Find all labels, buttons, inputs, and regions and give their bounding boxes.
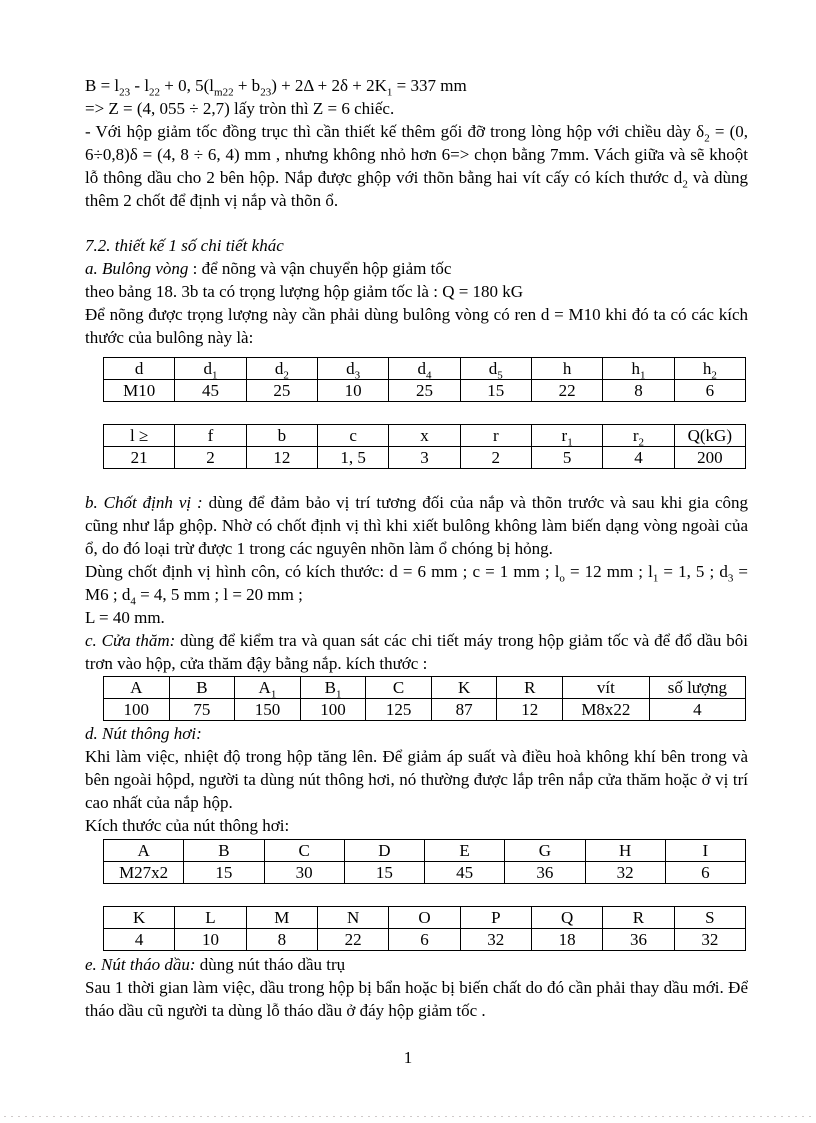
paragraph-breather-plug: [85, 745, 748, 814]
page-number: 1: [403, 1048, 413, 1067]
table-header-cell: [563, 677, 650, 699]
table-value-row: [104, 862, 746, 884]
table-header-cell: [431, 677, 497, 699]
text-run: Q(kG): [687, 425, 732, 445]
table-header-cell: [246, 358, 317, 380]
text-run: d: [134, 358, 144, 378]
text-run: K: [458, 677, 471, 697]
footer-dotted-line: [4, 1116, 812, 1117]
subscript-text: 22: [149, 86, 161, 99]
text-run: = 1, 5 ; d: [658, 562, 728, 581]
table-value-cell: 2: [460, 447, 531, 469]
text-run: G: [538, 840, 552, 860]
table-header-cell: [104, 677, 170, 699]
table-header-cell: [104, 907, 175, 929]
text-run: A: [137, 840, 150, 860]
table-value-cell: 1, 5: [317, 447, 388, 469]
table-value-cell: M8x22: [563, 699, 650, 721]
text-run: r: [632, 425, 639, 445]
table-header-cell: [317, 425, 388, 447]
paragraph-drain-plug: [85, 953, 748, 976]
table-value-cell: 45: [175, 380, 246, 402]
table-header-cell: [460, 358, 531, 380]
inspection-cover-dimensions-table: [85, 676, 748, 721]
subscript-text: 1: [639, 368, 646, 380]
text-run: d: [346, 358, 355, 378]
table-value-cell: 22: [531, 380, 602, 402]
text-run: Để nõng được trọng lượng này cần phải dùng bulông vòng có ren d = M10 khi đó ta có các kích thước của bulông này là:: [85, 305, 748, 347]
table-value-cell: M27x2: [104, 862, 184, 884]
text-run: I: [702, 840, 709, 860]
text-run: O: [418, 907, 431, 927]
text-run: h: [631, 358, 640, 378]
table-value-cell: 25: [246, 380, 317, 402]
table-value-row: [104, 380, 746, 402]
eyebolt-dimensions-table-1: [85, 357, 748, 402]
table-value-cell: 8: [246, 929, 317, 951]
text-run: A: [130, 677, 143, 697]
eyebolt-dimensions-table-2-grid: [103, 424, 746, 469]
blank-line: [85, 212, 748, 234]
table-header-cell: [264, 840, 344, 862]
table-value-cell: 150: [235, 699, 301, 721]
paragraph-eyebolt-intro: [85, 257, 748, 280]
text-run: r: [492, 425, 499, 445]
table-header-cell: [169, 677, 235, 699]
text-run: d: [417, 358, 426, 378]
table-value-cell: 100: [300, 699, 366, 721]
table-value-row: [104, 929, 746, 951]
table-value-cell: 12: [246, 447, 317, 469]
text-run: : để nõng và vận chuyển hộp giảm tốc: [192, 259, 452, 278]
table-value-cell: 32: [585, 862, 665, 884]
text-run: L = 40 mm.: [85, 608, 165, 627]
table-header-cell: [175, 425, 246, 447]
text-run: Q: [560, 907, 574, 927]
breather-plug-dimensions-table-1-grid: [103, 839, 746, 884]
text-run: r: [561, 425, 568, 445]
table-header-cell: [603, 358, 674, 380]
table-header-cell: [366, 677, 432, 699]
table-value-cell: 4: [603, 447, 674, 469]
text-run: Kích thước của nút thông hơi:: [85, 816, 290, 835]
paragraph-pin-length: [85, 606, 748, 629]
table-header-cell: [674, 425, 745, 447]
table-header-cell: [104, 840, 184, 862]
text-run: B: [218, 840, 230, 860]
table-header-cell: [603, 907, 674, 929]
text-run: c: [349, 425, 357, 445]
table-value-cell: 200: [674, 447, 745, 469]
table-value-cell: 30: [264, 862, 344, 884]
subscript-text: 2: [711, 368, 717, 380]
table-header-cell: [389, 425, 460, 447]
text-run: + b: [233, 76, 261, 95]
table-value-cell: 22: [317, 929, 388, 951]
text-run: R: [524, 677, 536, 697]
table-value-cell: 36: [505, 862, 585, 884]
table-header-row: [104, 840, 746, 862]
table-value-cell: 6: [674, 380, 745, 402]
subscript-text: 1: [335, 687, 342, 699]
table-header-cell: [104, 425, 175, 447]
text-run: d: [203, 358, 212, 378]
table-header-cell: [531, 425, 602, 447]
paragraph-breather-dimensions-intro: [85, 814, 748, 837]
table-header-cell: [175, 907, 246, 929]
table-header-cell: [184, 840, 264, 862]
text-run: - l: [130, 76, 150, 95]
text-run: + 0, 5(l: [160, 76, 215, 95]
table-header-cell: [235, 677, 301, 699]
table-value-cell: 45: [425, 862, 505, 884]
text-run: = (0, 6÷0,8)δ = (4, 8 ÷ 6, 4) mm , nhưng không nhỏ hơn 6=> chọn bằng 7mm. Vách giữa và sẽ khoột lỗ thông dầu cho 2 bên hộp. Nắp được ghộp với thõn bằng hai vít cấy có kích thước d: [85, 122, 748, 187]
text-run: H: [618, 840, 632, 860]
table-value-row: [104, 699, 746, 721]
table-value-cell: 12: [497, 699, 563, 721]
subscript-text: 1: [386, 86, 393, 99]
text-run: Dùng chốt định vị hình côn, có kích thước: d = 6 mm ; c = 1 mm ; l: [85, 562, 560, 581]
table-value-cell: 6: [665, 862, 745, 884]
paragraph-eyebolt-thread: [85, 303, 748, 349]
text-run: E: [459, 840, 470, 860]
table-value-cell: 10: [317, 380, 388, 402]
text-run: ) + 2Δ + 2δ + 2K: [271, 76, 387, 95]
table-value-cell: 4: [104, 929, 175, 951]
text-run: h: [702, 358, 712, 378]
paragraph-eyebolt-weight: [85, 280, 748, 303]
formula-line-Z: [85, 97, 748, 120]
text-run: P: [491, 907, 501, 927]
text-run: = 12 mm ; l: [564, 562, 653, 581]
paragraph-coaxial-gearbox: [85, 120, 748, 212]
blank-line: [85, 884, 748, 906]
text-run: Sau 1 thời gian làm việc, dầu trong hộp bị bẩn hoặc bị biến chất do đó cần phải thay dầu mới. Để tháo dầu cũ người ta dùng lỗ tháo dầu ở đáy hộp giảm tốc .: [85, 978, 748, 1020]
subscript-text: 3: [354, 368, 361, 380]
italic-text: e. Nút tháo dầu:: [85, 955, 196, 974]
paragraph-locating-pin: [85, 491, 748, 560]
table-value-row: [104, 447, 746, 469]
table-value-cell: 36: [603, 929, 674, 951]
text-run: x: [420, 425, 429, 445]
text-run: dùng để kiểm tra và quan sát các chi tiết máy trong hộp giảm tốc và để đổ dầu bôi trơn vào hộp, cửa thăm đậy bằng nắp. kích thước :: [85, 631, 748, 673]
table-header-row: [104, 425, 746, 447]
subscript-text: 1: [270, 687, 277, 699]
subscript-text: 5: [497, 368, 503, 380]
table-header-cell: [300, 677, 366, 699]
table-header-cell: [649, 677, 745, 699]
table-header-cell: [246, 907, 317, 929]
text-run: L: [205, 907, 216, 927]
document-content: [85, 74, 748, 1022]
subscript-text: 2: [682, 178, 688, 191]
formula-line-B: [85, 74, 748, 97]
table-header-cell: [531, 358, 602, 380]
text-run: h: [562, 358, 572, 378]
heading-breather-plug: [85, 722, 748, 745]
paragraph-pin-dimensions: [85, 560, 748, 606]
table-header-cell: [674, 358, 745, 380]
text-run: d: [274, 358, 284, 378]
table-header-cell: [344, 840, 424, 862]
text-run: vít: [596, 677, 615, 697]
table-value-cell: 15: [344, 862, 424, 884]
text-run: B: [196, 677, 208, 697]
breather-plug-dimensions-table-2: [85, 906, 748, 951]
text-run: dùng để đảm bảo vị trí tương đối của nắp và thõn trước và sau khi gia công cũng như lắp ghộp. Nhờ có chốt định vị thì khi xiết bulông không làm biến dạng vòng ngoài của ổ, do đó loại trừ được 1 trong các nguyên nhõn làm ổ chóng bị hỏng.: [85, 493, 748, 558]
table-header-cell: [505, 840, 585, 862]
table-value-cell: 3: [389, 447, 460, 469]
subscript-text: 4: [425, 368, 432, 380]
table-header-cell: [317, 358, 388, 380]
italic-text: c. Cửa thăm:: [85, 631, 176, 650]
text-run: D: [378, 840, 391, 860]
table-value-cell: 125: [366, 699, 432, 721]
subscript-text: o: [559, 572, 565, 585]
breather-plug-dimensions-table-2-grid: [103, 906, 746, 951]
eyebolt-dimensions-table-1-grid: [103, 357, 746, 402]
text-run: b: [277, 425, 287, 445]
italic-text: 7.2. thiết kế 1 số chi tiết khác: [85, 236, 284, 255]
text-run: = 337 mm: [392, 76, 467, 95]
subscript-text: 1: [211, 368, 218, 380]
table-header-cell: [389, 358, 460, 380]
subscript-text: m22: [214, 86, 234, 99]
text-run: B = l: [85, 76, 120, 95]
table-value-cell: 8: [603, 380, 674, 402]
table-value-cell: 18: [531, 929, 602, 951]
text-run: Khi làm việc, nhiệt độ trong hộp tăng lên. Để giảm áp suất và điều hoà không khí bên trong và bên ngoài hộpd, người ta dùng nút thông hơi, nó thường được lắp trên nắp cửa thăm hoặc ở vị trí cao nhất của nắp hộp.: [85, 747, 748, 812]
subscript-text: 1: [567, 435, 573, 447]
table-value-cell: 15: [460, 380, 531, 402]
table-header-cell: [665, 840, 745, 862]
table-value-cell: 5: [531, 447, 602, 469]
text-run: C: [298, 840, 310, 860]
text-run: dùng nút tháo dầu trụ: [195, 955, 346, 974]
italic-text: a. Bulông vòng: [85, 259, 193, 278]
text-run: l ≥: [130, 425, 149, 445]
text-run: M: [274, 907, 290, 927]
subscript-text: 2: [638, 435, 645, 447]
table-value-cell: 32: [674, 929, 745, 951]
table-header-cell: [104, 358, 175, 380]
text-run: K: [133, 907, 146, 927]
table-value-cell: 25: [389, 380, 460, 402]
eyebolt-dimensions-table-2: [85, 424, 748, 469]
inspection-cover-dimensions-table-grid: [103, 676, 746, 721]
text-run: số lượng: [667, 677, 727, 697]
table-header-cell: [460, 907, 531, 929]
table-header-cell: [531, 907, 602, 929]
table-header-cell: [603, 425, 674, 447]
italic-text: d. Nút thông hơi:: [85, 724, 202, 743]
italic-text: b. Chốt định vị :: [85, 493, 209, 512]
text-run: A: [258, 677, 271, 697]
table-header-cell: [246, 425, 317, 447]
table-header-row: [104, 677, 746, 699]
text-run: f: [207, 425, 214, 445]
table-header-cell: [460, 425, 531, 447]
table-value-cell: 75: [169, 699, 235, 721]
table-value-cell: 4: [649, 699, 745, 721]
table-header-row: [104, 907, 746, 929]
table-value-cell: 87: [431, 699, 497, 721]
table-value-cell: 6: [389, 929, 460, 951]
subscript-text: 23: [119, 86, 131, 99]
paragraph-drain-plug-detail: [85, 976, 748, 1022]
subscript-text: 2: [283, 368, 289, 380]
section-heading-7-2: [85, 234, 748, 257]
table-value-cell: 21: [104, 447, 175, 469]
text-run: S: [705, 907, 715, 927]
text-run: và dùng thêm 2 chốt để định vị nắp và thõn ổ.: [85, 168, 748, 210]
table-value-cell: 2: [175, 447, 246, 469]
table-header-cell: [497, 677, 563, 699]
table-value-cell: 32: [460, 929, 531, 951]
text-run: d: [488, 358, 498, 378]
text-run: N: [347, 907, 360, 927]
paragraph-inspection-cover: [85, 629, 748, 675]
table-value-cell: 10: [175, 929, 246, 951]
breather-plug-dimensions-table-1: [85, 839, 748, 884]
text-run: R: [632, 907, 645, 927]
table-value-cell: M10: [104, 380, 175, 402]
subscript-text: 2: [704, 132, 710, 145]
subscript-text: 23: [260, 86, 272, 99]
text-run: - Với hộp giảm tốc đồng trục thì cần thiết kế thêm gối đỡ trong lòng hộp với chiều dày δ: [85, 122, 705, 141]
text-run: => Z = (4, 055 ÷ 2,7) lấy tròn thì Z = 6 chiếc.: [85, 99, 395, 118]
text-run: theo bảng 18. 3b ta có trọng lượng hộp giảm tốc là : Q = 180 kG: [85, 282, 524, 301]
table-value-cell: 100: [104, 699, 170, 721]
table-header-cell: [674, 907, 745, 929]
table-header-cell: [175, 358, 246, 380]
subscript-text: 3: [727, 572, 734, 585]
table-header-row: [104, 358, 746, 380]
subscript-text: 1: [652, 572, 659, 585]
table-header-cell: [425, 840, 505, 862]
text-run: C: [392, 677, 405, 697]
text-run: B: [324, 677, 336, 697]
text-run: = 4, 5 mm ; l = 20 mm ;: [135, 585, 303, 604]
subscript-text: 4: [130, 595, 136, 608]
table-value-cell: 15: [184, 862, 264, 884]
table-header-cell: [585, 840, 665, 862]
table-header-cell: [389, 907, 460, 929]
table-header-cell: [317, 907, 388, 929]
text-run: = M6 ; d: [85, 562, 749, 604]
